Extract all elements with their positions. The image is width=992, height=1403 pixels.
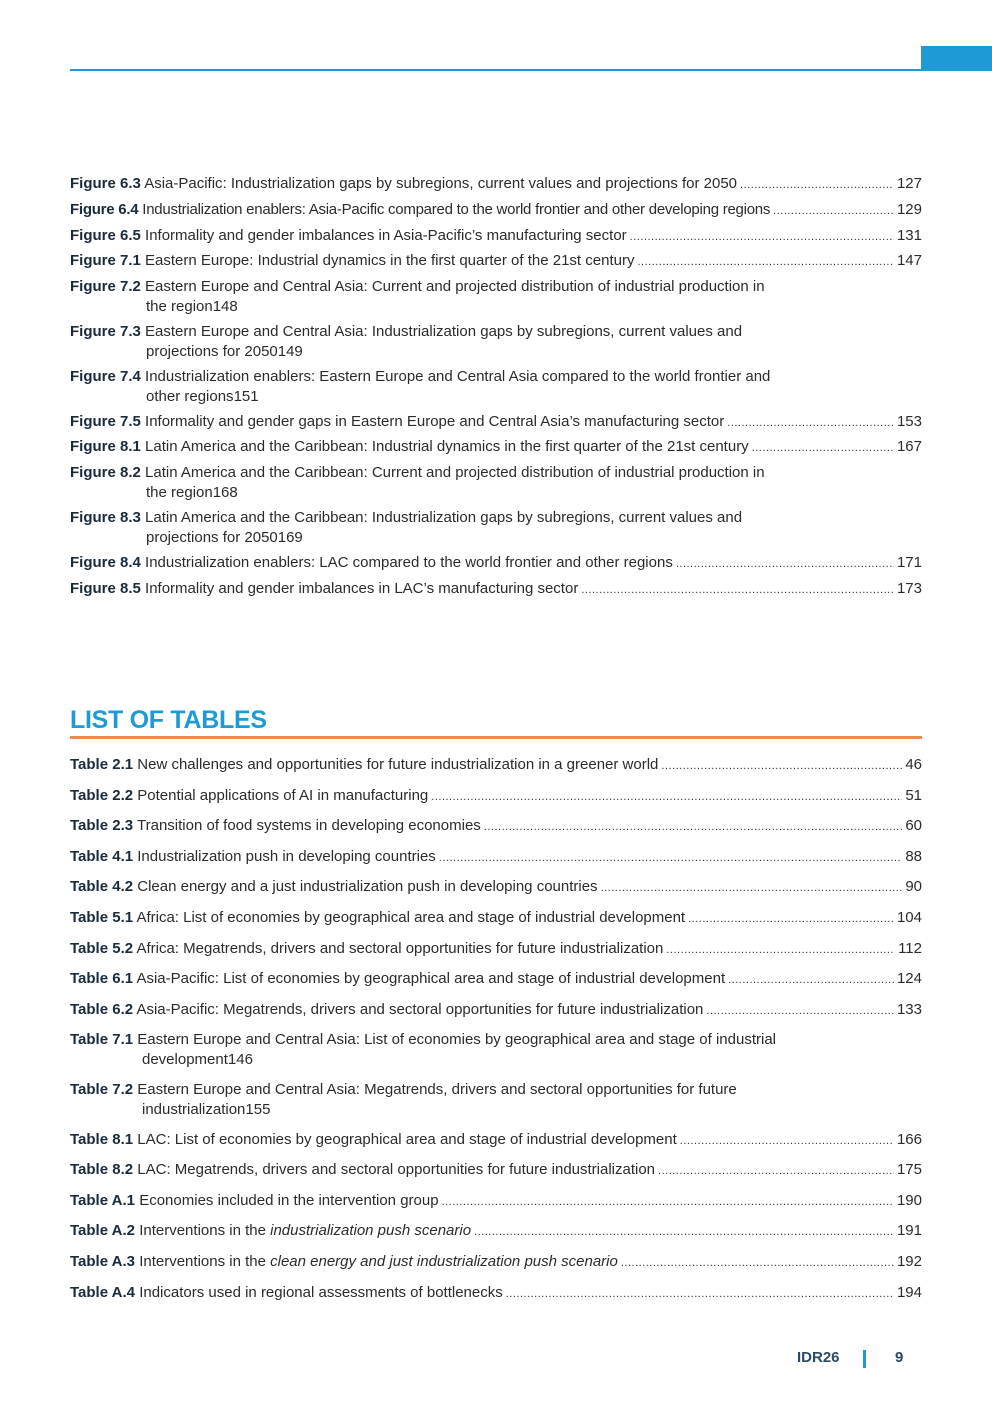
figure-title: Industrialization enablers: Eastern Europe and Central Asia compared to the world frontier and (145, 367, 771, 385)
figure-page: 173 (896, 579, 922, 597)
figure-title: Industrialization enablers: Asia-Pacific compared to the world frontier and other developing regions (142, 200, 771, 218)
table-entry[interactable] (70, 1030, 922, 1070)
table-label: Table A.4 (70, 1283, 136, 1301)
figure-title: Latin America and the Caribbean: Current and projected distribution of industrial production in (145, 464, 765, 482)
figure-label: Figure 7.4 (70, 367, 141, 385)
table-label: Table 8.2 (70, 1161, 134, 1179)
table-entry[interactable] (70, 1000, 922, 1021)
table-page: 124 (896, 970, 922, 988)
figure-page: 151 (233, 387, 259, 405)
table-title: Industrialization push in developing countries (137, 847, 436, 865)
table-title: Eastern Europe and Central Asia: Megatrends, drivers and sectoral opportunities for future (137, 1080, 737, 1098)
table-page: 112 (898, 939, 922, 957)
table-entry[interactable] (70, 969, 922, 990)
header-corner-tab (921, 46, 992, 71)
table-page: 104 (896, 908, 922, 926)
table-entry[interactable] (70, 1252, 922, 1273)
table-title-italic: clean energy and just industrialization push scenario (270, 1252, 618, 1270)
table-page: 155 (245, 1100, 271, 1118)
figure-label: Figure 8.1 (70, 438, 141, 456)
table-title: Interventions in the (139, 1222, 266, 1240)
table-title-cont: industrialization (142, 1100, 246, 1118)
table-page: 175 (896, 1161, 922, 1179)
figure-label: Figure 6.3 (70, 175, 141, 192)
table-label: Table A.3 (70, 1252, 136, 1270)
table-label: Table 7.2 (70, 1080, 134, 1098)
figure-entry[interactable] (70, 412, 922, 433)
table-title: LAC: List of economies by geographical area and stage of industrial development (137, 1130, 677, 1148)
table-page: 46 (905, 756, 922, 773)
figure-title: Informality and gender imbalances in Asia-Pacific’s manufacturing sector (145, 226, 627, 244)
table-title: Potential applications of AI in manufacturing (137, 786, 429, 804)
table-page: 166 (896, 1130, 922, 1148)
figure-label: Figure 8.2 (70, 464, 141, 482)
list-of-tables (70, 755, 922, 1313)
table-label: Table 6.2 (70, 1000, 134, 1018)
figure-entry[interactable] (70, 277, 922, 317)
figure-label: Figure 6.4 (70, 200, 139, 218)
figure-entry[interactable] (70, 322, 922, 362)
figure-label: Figure 7.2 (70, 278, 141, 296)
header-rule (70, 69, 922, 71)
figure-entry[interactable] (70, 553, 922, 574)
footer-separator (863, 1350, 866, 1368)
table-title-italic: industrialization push scenario (270, 1222, 472, 1240)
figure-title: Latin America and the Caribbean: Industrialization gaps by subregions, current values and (145, 508, 743, 526)
figure-title: Informality and gender gaps in Eastern Europe and Central Asia’s manufacturing sector (145, 412, 725, 430)
table-entry[interactable] (70, 1283, 922, 1304)
figure-title: Eastern Europe and Central Asia: Industrialization gaps by subregions, current values and (145, 322, 743, 340)
table-label: Table 6.1 (70, 970, 134, 988)
figure-label: Figure 8.4 (70, 553, 141, 571)
figure-page: 129 (896, 200, 922, 218)
table-label: Table A.1 (70, 1191, 136, 1209)
figure-page: 168 (212, 484, 238, 502)
table-title: Interventions in the (139, 1252, 266, 1270)
table-entry[interactable] (70, 847, 922, 868)
table-label: Table 5.1 (70, 908, 134, 926)
figure-label: Figure 8.5 (70, 579, 141, 597)
figure-page: 149 (277, 342, 303, 360)
table-entry[interactable] (70, 816, 922, 837)
figure-entry[interactable] (70, 508, 922, 548)
figure-title-cont: the region (146, 484, 213, 502)
table-title: Clean energy and a just industrialization push in developing countries (137, 878, 598, 896)
figure-entry[interactable] (70, 174, 922, 195)
figure-entry[interactable] (70, 226, 922, 247)
figure-title: Eastern Europe and Central Asia: Current and projected distribution of industrial production in (145, 278, 765, 296)
table-entry[interactable] (70, 755, 922, 776)
figure-title: Informality and gender imbalances in LAC’s manufacturing sector (145, 579, 579, 597)
figure-title: Industrialization enablers: LAC compared to the world frontier and other regions (145, 553, 673, 571)
figure-title-cont: the region (146, 298, 213, 316)
table-entry[interactable] (70, 1191, 922, 1212)
table-page: 88 (905, 847, 922, 865)
figure-label: Figure 7.3 (70, 322, 141, 340)
figure-page: 153 (896, 412, 922, 430)
table-label: Table 2.1 (70, 756, 134, 773)
table-label: Table A.2 (70, 1222, 136, 1240)
table-page: 191 (896, 1222, 922, 1240)
table-entry[interactable] (70, 1160, 922, 1181)
table-page: 192 (896, 1252, 922, 1270)
table-entry[interactable] (70, 908, 922, 929)
report-code: IDR26 (797, 1349, 840, 1366)
table-entry[interactable] (70, 877, 922, 898)
table-title: LAC: Megatrends, drivers and sectoral opportunities for future industrialization (137, 1161, 656, 1179)
table-entry[interactable] (70, 1130, 922, 1151)
table-page: 51 (905, 786, 922, 804)
table-title: Africa: Megatrends, drivers and sectoral opportunities for future industrialization (136, 939, 664, 957)
table-entry[interactable] (70, 786, 922, 807)
table-label: Table 5.2 (70, 939, 134, 957)
figure-title-cont: projections for 2050 (146, 342, 278, 360)
figure-title: Latin America and the Caribbean: Industrial dynamics in the first quarter of the 21st century (145, 438, 749, 456)
figure-page: 147 (896, 252, 922, 270)
table-entry[interactable] (70, 939, 922, 960)
figure-page: 131 (896, 226, 922, 244)
table-page: 194 (896, 1283, 922, 1301)
figure-entry[interactable] (70, 579, 922, 600)
figure-page: 127 (896, 175, 922, 192)
table-title: Africa: List of economies by geographical area and stage of industrial development (136, 908, 686, 926)
table-title: New challenges and opportunities for future industrialization in a greener world (137, 756, 659, 773)
figure-title-cont: other regions (146, 387, 234, 405)
page-number: 9 (895, 1349, 904, 1366)
table-title: Asia-Pacific: List of economies by geographical area and stage of industrial development (136, 970, 726, 988)
table-label: Table 8.1 (70, 1130, 134, 1148)
table-page: 90 (905, 878, 922, 896)
figure-entry[interactable] (70, 200, 922, 221)
figure-page: 148 (212, 298, 238, 316)
table-title: Economies included in the intervention group (139, 1191, 439, 1209)
table-title: Eastern Europe and Central Asia: List of economies by geographical area and stage of industrial (137, 1031, 776, 1049)
table-title-cont: development (142, 1051, 228, 1069)
table-title: Asia-Pacific: Megatrends, drivers and sectoral opportunities for future industrialization (136, 1000, 704, 1018)
figure-label: Figure 7.5 (70, 412, 141, 430)
table-title: Transition of food systems in developing economies (137, 817, 481, 835)
table-label: Table 4.2 (70, 878, 134, 896)
figure-entry[interactable] (70, 251, 922, 272)
table-page: 146 (227, 1051, 253, 1069)
figure-page: 167 (896, 438, 922, 456)
table-page: 190 (896, 1191, 922, 1209)
table-page: 133 (896, 1000, 922, 1018)
figure-entry[interactable] (70, 463, 922, 503)
table-label: Table 2.2 (70, 786, 134, 804)
table-page: 60 (905, 817, 922, 835)
table-label: Table 2.3 (70, 817, 134, 835)
table-entry[interactable] (70, 1080, 922, 1120)
figure-entry[interactable] (70, 437, 922, 458)
section-title-list-of-tables: LIST OF TABLES (70, 706, 267, 734)
table-label: Table 7.1 (70, 1031, 134, 1049)
table-label: Table 4.1 (70, 847, 134, 865)
figure-page: 171 (896, 553, 922, 571)
figure-page: 169 (277, 528, 303, 546)
table-entry[interactable] (70, 1221, 922, 1242)
figure-title-cont: projections for 2050 (146, 528, 278, 546)
figure-title: Asia-Pacific: Industrialization gaps by subregions, current values and projections for 2050 (144, 175, 738, 192)
figure-title: Eastern Europe: Industrial dynamics in the first quarter of the 21st century (145, 252, 635, 270)
figure-label: Figure 7.1 (70, 252, 141, 270)
figure-entry[interactable] (70, 367, 922, 407)
list-of-figures (70, 174, 922, 604)
figure-label: Figure 8.3 (70, 508, 141, 526)
section-rule (70, 736, 922, 739)
figure-label: Figure 6.5 (70, 226, 141, 244)
table-title: Indicators used in regional assessments of bottlenecks (139, 1283, 503, 1301)
